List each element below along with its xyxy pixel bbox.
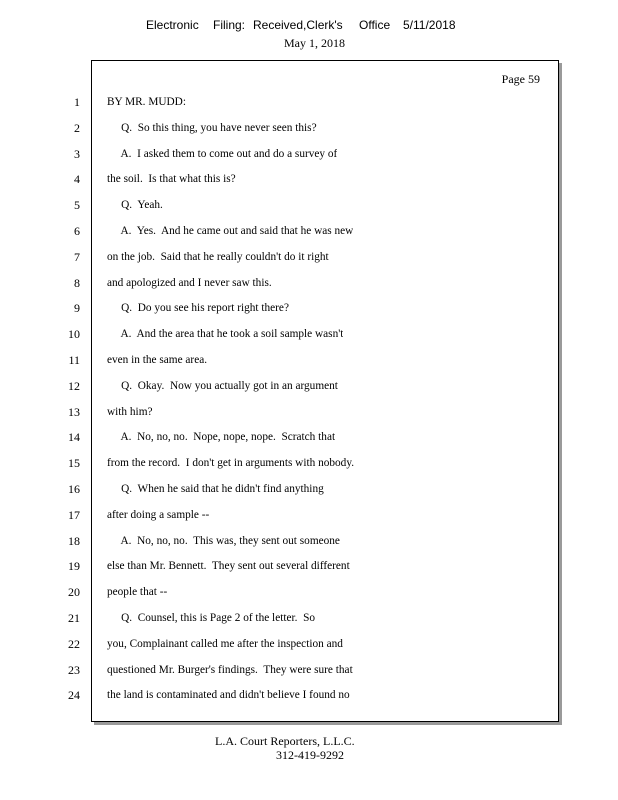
- transcript-line-text: even in the same area.: [107, 354, 208, 366]
- line-number: 3: [74, 146, 80, 161]
- transcript-line-text: on the job. Said that he really couldn't do it right: [107, 250, 329, 263]
- filing-filing-label: Filing:: [213, 18, 246, 32]
- line-number: 1: [74, 95, 80, 109]
- transcript-line-text: with him?: [107, 405, 153, 418]
- transcript-line-text: A. And the area that he took a soil sample wasn't: [107, 328, 344, 341]
- transcript-line-text: A. I asked them to come out and do a survey of: [107, 147, 338, 160]
- line-number: 21: [68, 611, 80, 625]
- line-number: 15: [68, 456, 80, 471]
- transcript-line-text: else than Mr. Bennett. They sent out several different: [107, 560, 350, 573]
- line-number: 8: [74, 275, 80, 290]
- footer-reporter: L.A. Court Reporters, L.L.C.: [215, 734, 355, 748]
- transcript-line-text: BY MR. MUDD:: [107, 96, 186, 108]
- line-number: 14: [68, 430, 80, 445]
- line-number: 22: [68, 636, 80, 651]
- transcript-line-text: people that --: [107, 586, 168, 599]
- transcript-line-text: and apologized and I never saw this.: [107, 276, 272, 289]
- line-number: 20: [68, 585, 80, 600]
- transcript-line-text: the land is contaminated and didn't believe I found no: [107, 689, 350, 702]
- line-number: 19: [68, 559, 80, 574]
- filing-stamp-header: [0, 18, 618, 54]
- line-number: 6: [74, 224, 80, 238]
- footer-phone: 312-419-9292: [276, 748, 344, 762]
- transcript-line-text: Q. Okay. Now you actually got in an argument: [107, 379, 338, 392]
- line-number: 11: [68, 353, 80, 367]
- line-number: 13: [68, 404, 80, 419]
- line-number: 10: [68, 327, 80, 342]
- line-number: 4: [74, 172, 80, 187]
- transcript-line-text: the soil. Is that what this is?: [107, 173, 236, 186]
- page-number: Page 59: [501, 72, 540, 86]
- transcript-line-text: Q. Yeah.: [107, 199, 163, 212]
- line-number: 9: [74, 301, 80, 316]
- line-number: 16: [68, 482, 80, 496]
- transcript-line-text: Q. When he said that he didn't find anything: [107, 483, 324, 495]
- line-number: 12: [68, 378, 80, 393]
- line-number: 23: [68, 662, 80, 677]
- filing-office-label: Office: [359, 18, 391, 32]
- line-number: 2: [74, 120, 80, 135]
- transcript-line-text: Q. Do you see his report right there?: [107, 302, 289, 315]
- transcript-line-text: from the record. I don't get in arguments with nobody.: [107, 457, 355, 470]
- transcript-line-text: you, Complainant called me after the inspection and: [107, 637, 343, 650]
- line-number: 17: [68, 507, 80, 522]
- transcript-line-text: questioned Mr. Burger's findings. They were sure that: [107, 663, 353, 676]
- filing-stamp-date: 5/11/2018: [403, 18, 456, 32]
- line-number: 18: [68, 533, 80, 548]
- line-number: 7: [74, 249, 80, 264]
- transcript-line-text: A. No, no, no. Nope, nope, nope. Scratch that: [107, 431, 336, 444]
- transcript-line-text: Q. Counsel, this is Page 2 of the letter. So: [107, 612, 316, 624]
- line-number: 24: [68, 688, 80, 703]
- transcript-line-text: after doing a sample --: [107, 508, 210, 521]
- transcript-line-text: A. No, no, no. This was, they sent out someone: [107, 534, 340, 547]
- filing-received-label: Received,Clerk's: [253, 18, 343, 32]
- filing-electronic-label: Electronic: [146, 18, 199, 32]
- transcript-line-text: Q. So this thing, you have never seen this?: [107, 121, 317, 134]
- transcript-line-text: A. Yes. And he came out and said that he was new: [107, 225, 354, 237]
- transcript-date: May 1, 2018: [284, 36, 345, 50]
- line-number: 5: [74, 198, 80, 213]
